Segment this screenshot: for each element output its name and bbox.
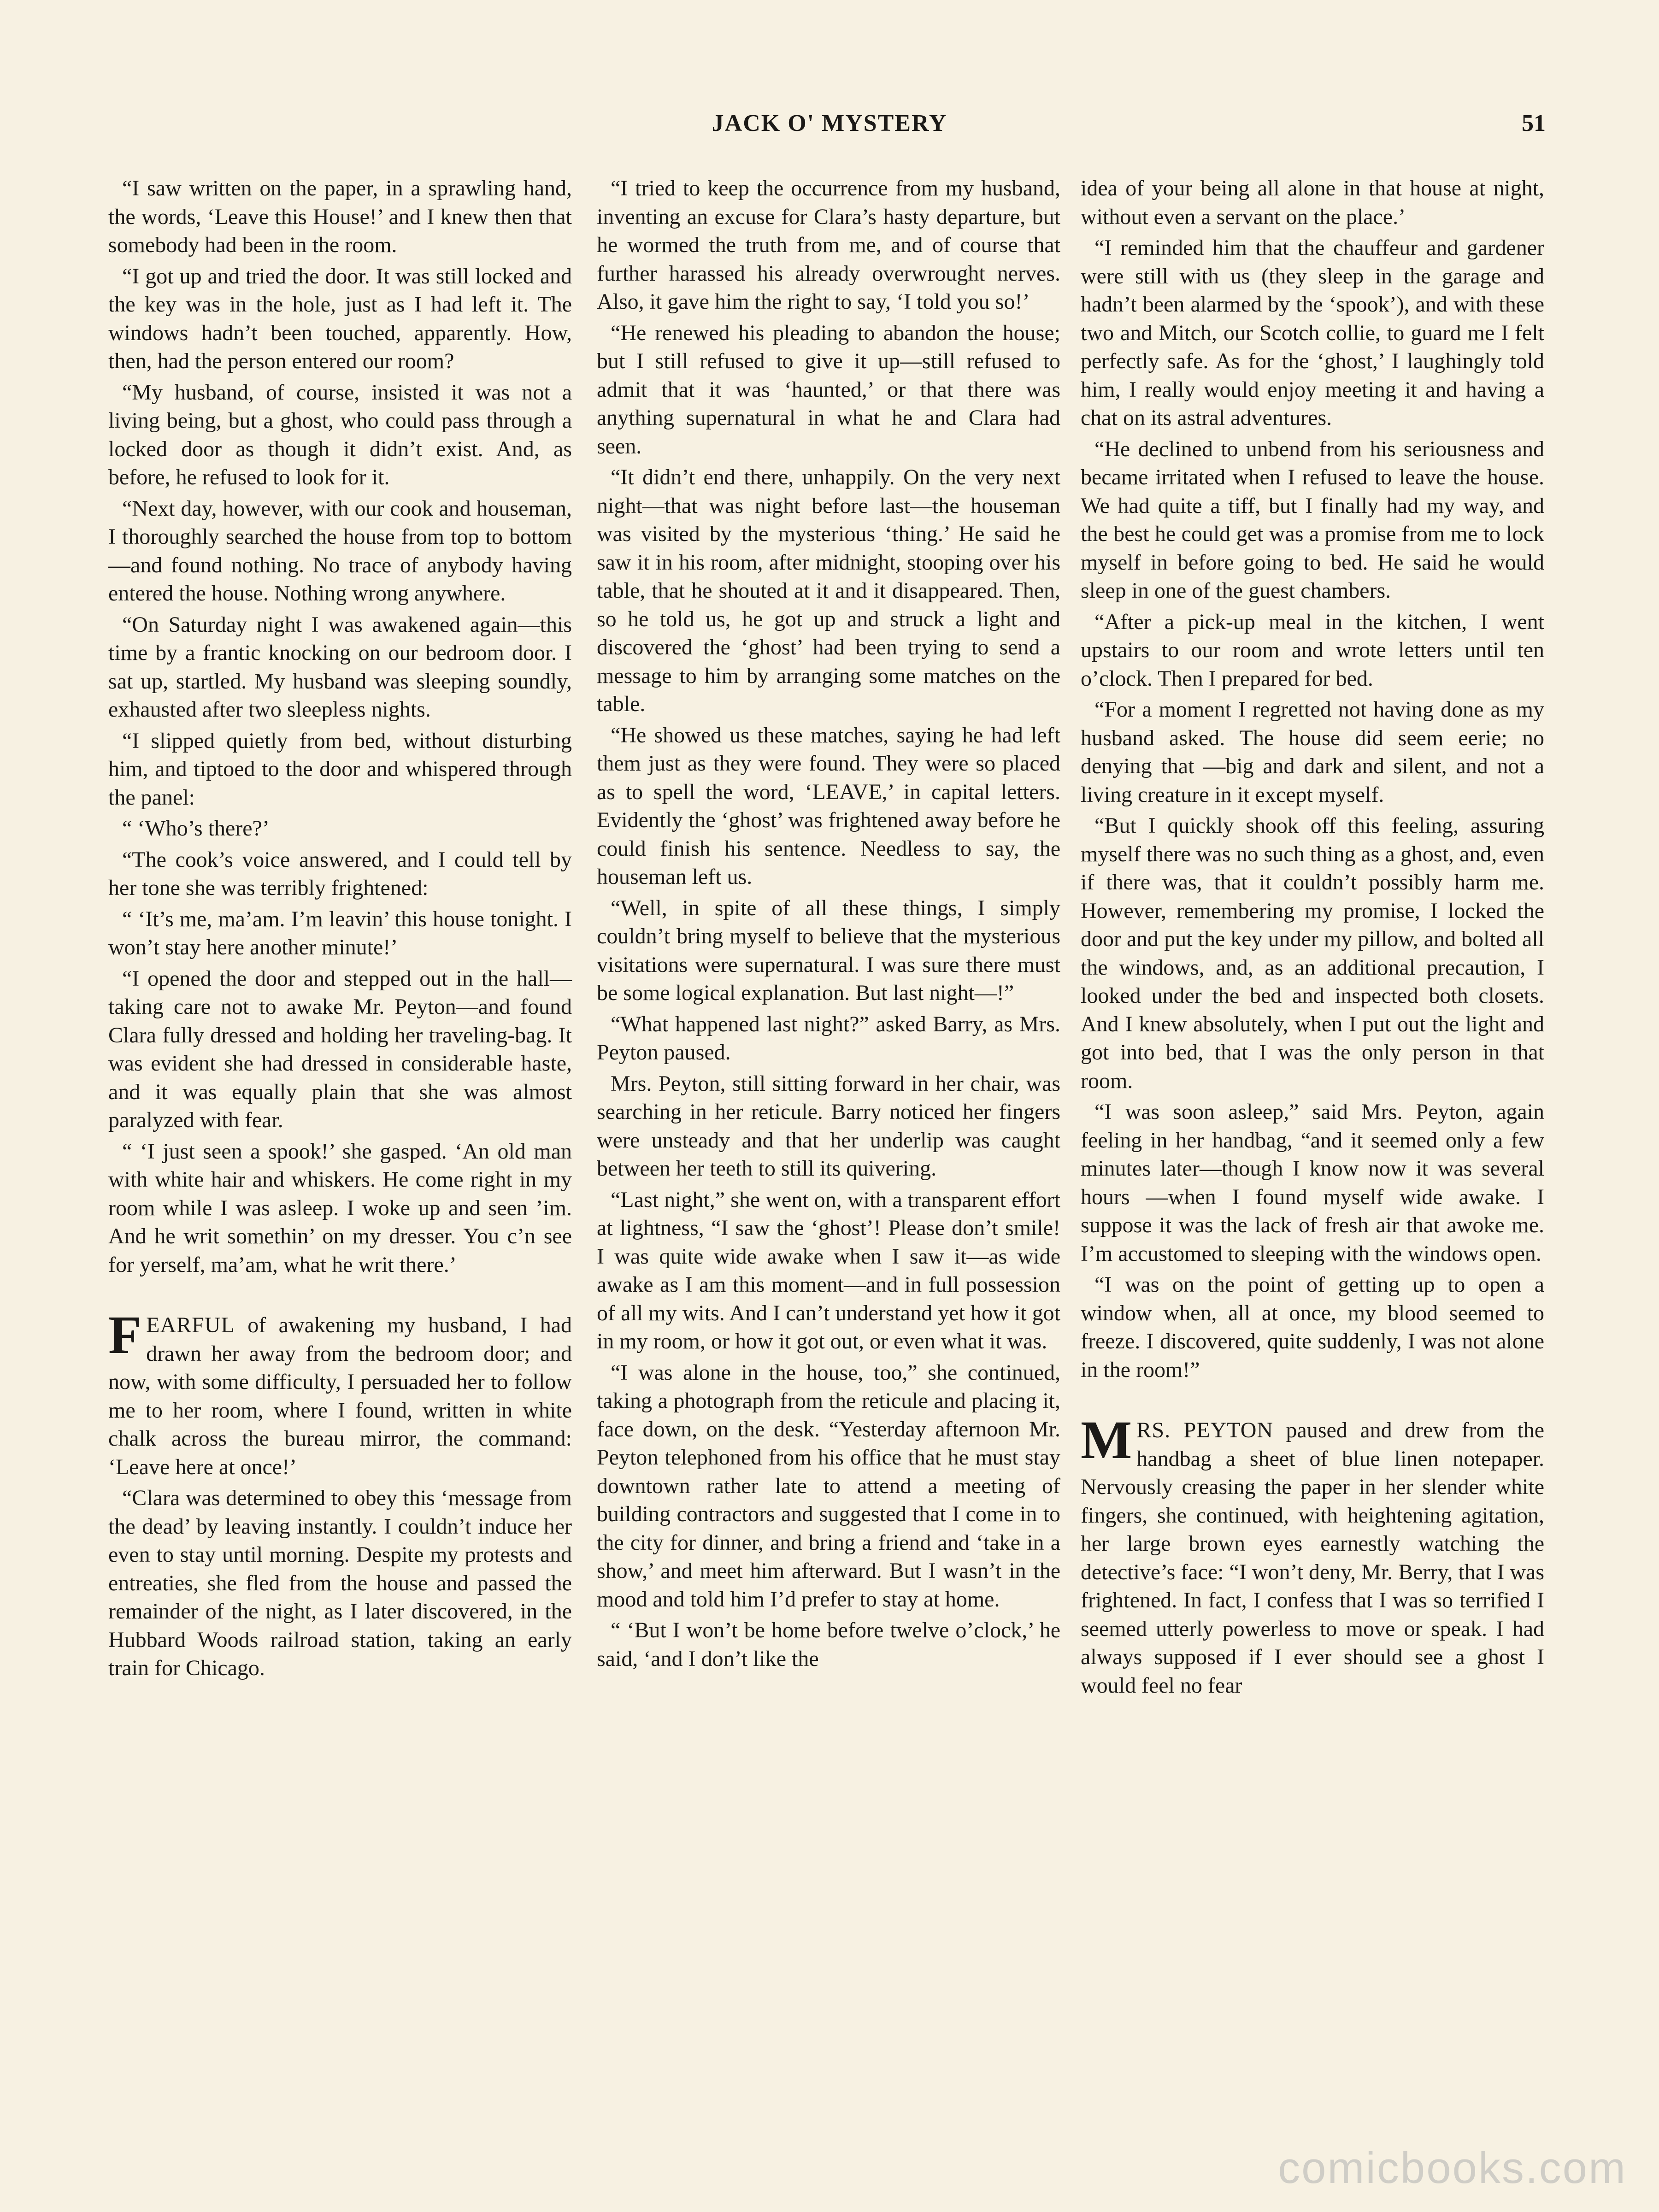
paragraph: “I got up and tried the door. It was still locked and the key was in the hole, just as I had left it. The windows hadn’t been touched, apparently. How, then, had the person entered our room? — [108, 264, 572, 373]
paragraph: “Well, in spite of all these things, I simply couldn’t bring myself to believe that the mysterious visitations were supernatural. I was sure there must be some logical explanation. But last night—!” — [597, 895, 1060, 1005]
paragraph: “ ‘Who’s there?’ — [122, 816, 270, 841]
paragraph: “Next day, however, with our cook and houseman, I thoroughly searched the house from top to bottom—and found nothing. No trace of anybody having entered the house. Nothing wrong anywhere. — [108, 496, 572, 606]
paragraph: “I tried to keep the occurrence from my husband, inventing an excuse for Clara’s hasty departure, but he wormed the truth from me, and of course that further harassed his already overwrought nerves. Also, it gave him the right to say, ‘I told you so!’ — [597, 176, 1060, 314]
paragraph: “I saw written on the paper, in a sprawling hand, the words, ‘Leave this House!’ and I knew then that somebody had been in the room. — [108, 176, 572, 257]
paragraph: “It didn’t end there, unhappily. On the very next night—that was night before last—the houseman was visited by the mysterious ‘thing.’ He said he saw it in his room, after midnight, stooping over his table, that he shouted at it and it disappeared. Then, so he told us, he got up and struck a light and discovered the ‘ghost’ had been trying to send a message to him by arranging some matches on the table. — [597, 465, 1060, 716]
drop-cap: F — [108, 1305, 142, 1365]
paragraph: “He declined to unbend from his seriousness and became irritated when I refused to leave the house. We had quite a tiff, but I finally had my way, and the best he could get was a promise from me to lock myself in before going to bed. He said he would sleep in one of the guest chambers. — [1081, 436, 1544, 603]
paragraph: “My husband, of course, insisted it was not a living being, but a ghost, who could pass through a locked door as though it didn’t exist. And, as before, he refused to look for it. — [108, 380, 572, 489]
paragraph: “On Saturday night I was awakened again—this time by a frantic knocking on our bedroom door. I sat up, startled. My husband was sleeping soundly, exhausted after two sleepless nights. — [108, 612, 572, 722]
section-lead-words: EARFUL — [146, 1313, 235, 1337]
section-text: of awakening my husband, I had drawn her away from the bedroom door; and now, with some difficulty, I persuaded her to follow me to her room, where I found, written in white chalk across the bureau mirror, the command: ‘Leave here at once!’ — [108, 1313, 572, 1479]
paragraph: “Last night,” she went on, with a transparent effort at lightness, “I saw the ‘ghost’! Please don’t smile! I was quite wide awake when I saw it—as wide awake as I am this moment—and in full possession of all my wits. And I can’t understand yet how it got in my room, or how it got out, or even what it was. — [597, 1187, 1060, 1353]
text-column-3 — [1081, 174, 1544, 1702]
site-watermark: comicbooks.com — [1278, 2143, 1627, 2193]
text-column-1 — [108, 174, 572, 1685]
paragraph: “I opened the door and stepped out in the hall—taking care not to awake Mr. Peyton—and found Clara fully dressed and holding her traveling-bag. It was evident she had dressed in considerable haste, and it was equally plain that she was almost paralyzed with fear. — [108, 966, 572, 1132]
page-number: 51 — [1522, 110, 1546, 136]
paragraph: “The cook’s voice answered, and I could tell by her tone she was terribly frightened: — [108, 847, 572, 900]
text-column-2 — [597, 174, 1060, 1676]
paragraph: “But I quickly shook off this feeling, assuring myself there was no such thing as a ghost, and, even if there was, that it couldn’t possibly harm me. However, remembering my promise, I locked the door and put the key under my pillow, and bolted all the windows, and, as an additional precaution, I looked under the bed and inspected both closets. And I knew absolutely, when I put out the light and got into bed, that I was the only person in that room. — [1081, 813, 1545, 1093]
paragraph: “I reminded him that the chauffeur and gardener were still with us (they sleep in the garage and hadn’t been alarmed by the ‘spook’), and with these two and Mitch, our Scotch collie, to guard me I felt perfectly safe. As for the ‘ghost,’ I laughingly told him, I really would enjoy meeting it and having a chat on its astral adventures. — [1081, 235, 1544, 430]
paragraph: “I slipped quietly from bed, without disturbing him, and tiptoed to the door and whispered through the panel: — [108, 728, 572, 810]
section-opening-paragraph — [108, 1305, 572, 1481]
paragraph: “ ‘I just seen a spook!’ she gasped. ‘An old man with white hair and whiskers. He come right in my room while I was asleep. I woke up and seen ’im. And he writ somethin’ on my dresser. You c’n see for yerself, ma’am, what he writ there.’ — [108, 1139, 572, 1277]
paragraph: “ ‘But I won’t be home before twelve o’clock,’ he said, ‘and I don’t like the — [597, 1618, 1060, 1671]
section-opening-paragraph — [1081, 1410, 1544, 1700]
paragraph: “I was on the point of getting up to open a window when, all at once, my blood seemed to freeze. I discovered, quite suddenly, I was not alone in the room!” — [1081, 1272, 1544, 1382]
section-text: paused and drew from the handbag a sheet of blue linen notepaper. Nervously creasing the paper in her slender white fingers, she continued, with heightening agitation, her large brown eyes earnestly watching the detective’s face: “I won’t deny, Mr. Berry, that I was frightened. In fact, I confess that I was so terrified I seemed utterly powerless to move or speak. I had always supposed if I ever should see a ghost I would feel no fear — [1081, 1418, 1544, 1698]
section-lead-words: RS. PEYTON — [1136, 1418, 1274, 1442]
paragraph: “Clara was determined to obey this ‘message from the dead’ by leaving instantly. I couldn’t induce her even to stay until morning. Despite my protests and entreaties, she fled from the house and passed the remainder of the night, as I later discovered, in the Hubbard Woods railroad station, taking an early train for Chicago. — [108, 1486, 572, 1680]
paragraph: Mrs. Peyton, still sitting forward in her chair, was searching in her reticule. Barry noticed her fingers were unsteady and that her underlip was caught between her teeth to still its quivering. — [597, 1071, 1060, 1181]
paragraph: “He renewed his pleading to abandon the house; but I still refused to give it up—still refused to admit that it was ‘haunted,’ or that there was anything supernatural in what he and Clara had seen. — [597, 320, 1060, 459]
paragraph: “For a moment I regretted not having done as my husband asked. The house did seem eerie; no denying that —big and dark and silent, and not a living creature in it except myself. — [1081, 697, 1544, 807]
paragraph: “What happened last night?” asked Barry, as Mrs. Peyton paused. — [597, 1012, 1060, 1065]
paragraph: “He showed us these matches, saying he had left them just as they were found. They were so placed as to spell the word, ‘LEAVE,’ in capital letters. Evidently the ‘ghost’ was frightened away before he could finish his sentence. Needless to say, the houseman left us. — [597, 723, 1060, 889]
paragraph: “I was soon asleep,” said Mrs. Peyton, again feeling in her handbag, “and it seemed only a few minutes later—though I know now it was several hours —when I found myself wide awake. I suppose it was the lack of fresh air that awoke me. I’m accustomed to sleeping with the windows open. — [1081, 1100, 1544, 1266]
paragraph: “ ‘It’s me, ma’am. I’m leavin’ this house tonight. I won’t stay here another minute!’ — [108, 906, 572, 959]
paragraph-continued: idea of your being all alone in that house at night, without even a servant on the place.’ — [1081, 176, 1544, 229]
paragraph: “After a pick-up meal in the kitchen, I went upstairs to our room and wrote letters until ten o’clock. Then I prepared for bed. — [1081, 609, 1544, 691]
drop-cap: M — [1081, 1410, 1132, 1470]
running-head-title: JACK O' MYSTERY — [712, 110, 947, 136]
paragraph: “I was alone in the house, too,” she continued, taking a photograph from the reticule and placing it, face down, on the desk. “Yesterday afternoon Mr. Peyton telephoned from his office that he must stay downtown rather late to attend a meeting of building contractors and suggested that I come in to the city for dinner, and bring a friend and ‘take in a show,’ and meet him afterward. But I wasn’t in the mood and told him I’d prefer to stay at home. — [597, 1360, 1060, 1612]
